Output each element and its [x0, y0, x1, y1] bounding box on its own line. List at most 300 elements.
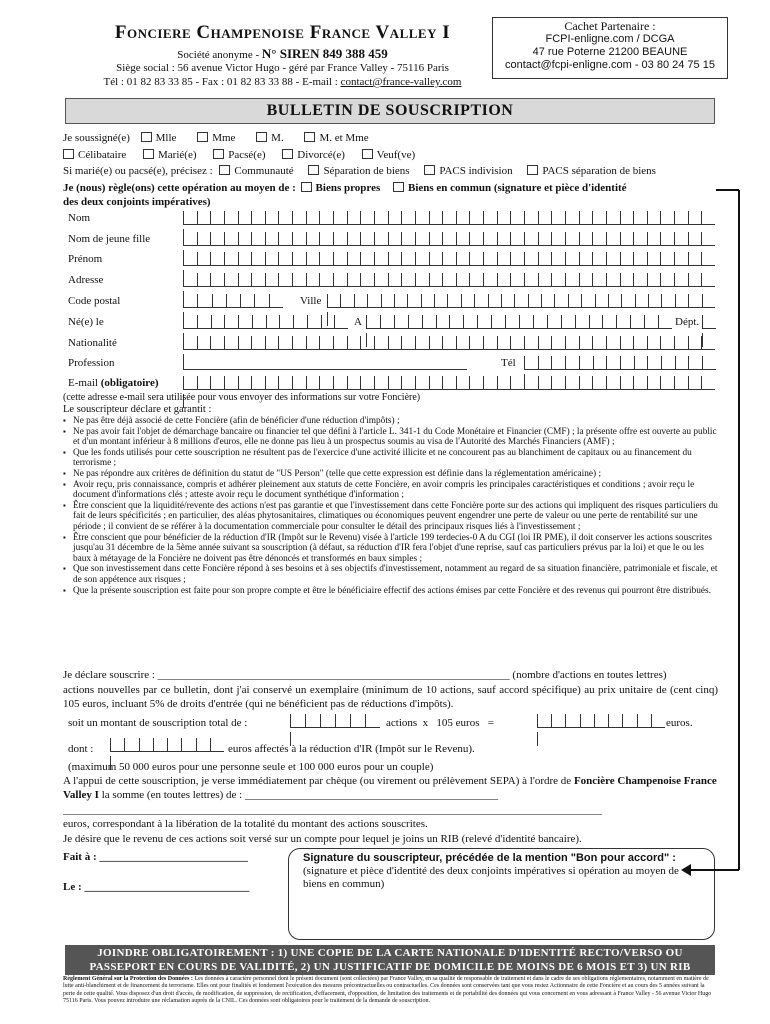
char-cell: [456, 232, 470, 246]
char-cell: [210, 336, 224, 350]
char-cell: [541, 294, 554, 308]
char-cell: [633, 336, 647, 350]
char-cell: [554, 294, 567, 308]
char-cell: [461, 294, 474, 308]
char-cell: [592, 336, 606, 350]
char-cell: [252, 315, 266, 329]
char-cell: [449, 315, 463, 329]
char-cell: [415, 376, 429, 390]
char-cell: [477, 315, 491, 329]
input-tel[interactable]: [524, 356, 716, 370]
input-nationalite[interactable]: [183, 336, 715, 350]
char-cell: [183, 252, 197, 266]
char-cell: [483, 211, 497, 225]
char-cell: [501, 294, 514, 308]
char-cell: [622, 714, 636, 728]
char-cell: [620, 376, 634, 390]
char-cell: [633, 376, 647, 390]
char-cell: [524, 273, 538, 287]
char-cell: [319, 232, 333, 246]
char-cell: [224, 376, 238, 390]
char-cell: [483, 232, 497, 246]
char-cell: [360, 232, 374, 246]
checkbox-pacse[interactable]: [213, 149, 224, 159]
char-cell: [429, 376, 443, 390]
char-cell: [211, 315, 225, 329]
char-cell: [278, 336, 292, 350]
char-cell: [334, 315, 348, 329]
char-cell: [537, 714, 551, 728]
char-cell: [333, 376, 347, 390]
char-cell: [551, 252, 565, 266]
payment-statement: A l'appui de cette souscription, je verse immédiatement par chèque (ou virement ou prélèvement SEPA) à l'ordre de Foncière Champenoise France Valley I la somme (en toutes lettres) de : ______________________________________________: [63, 775, 717, 801]
char-cell-end: [537, 732, 538, 746]
char-cell: [354, 294, 367, 308]
char-cell: [630, 315, 644, 329]
char-cell: [183, 232, 197, 246]
input-ville[interactable]: [327, 294, 715, 308]
char-cell: [565, 376, 579, 390]
char-cell: [401, 336, 415, 350]
char-cell: [606, 273, 620, 287]
char-cell: [510, 211, 524, 225]
char-cell: [456, 211, 470, 225]
char-cell: [210, 273, 224, 287]
char-cell: [350, 714, 365, 728]
checkbox-pacs-separation[interactable]: [527, 165, 538, 175]
char-cell: [265, 376, 279, 390]
char-cell: [701, 376, 715, 390]
checkbox-veuf[interactable]: [362, 149, 373, 159]
char-cell: [278, 376, 292, 390]
char-cell: [139, 738, 153, 752]
input-date-naissance[interactable]: [183, 315, 348, 329]
char-cell: [565, 211, 579, 225]
char-cell: [374, 232, 388, 246]
char-cell: [360, 252, 374, 266]
char-cell: [497, 232, 511, 246]
char-cell: [497, 273, 511, 287]
char-cell: [469, 376, 483, 390]
char-cell: [251, 376, 265, 390]
rgpd-notice: Règlement Général sur la Protection des Données : Les données à caractère personnel dont le présent document (sont collectées) par France Valley, en sa qualité de responsable de traitement et dans le cadre de ses obligations réglementaires, notamment en matière de lutte anti-blanchiment et de financement du terrorisme. Elles ont pour finalités et fondement l'exécution des mesures précontractuelles ou contractuelles. Ces données sont conservées tant que vous restez Actionnaire de cette Foncière et au cours des 5 années suivant la perte de cette qualité. Vous disposez d'un droit d'accès, de modification, de suppression, de rectification, d'effacement, d'opposition, de limitation des traitements et de portabilité des données qui vous concernent en vous adressant à France Valley - 56 avenue Victor Hugo 75116 Paris. Vous pouvez introduire une réclamation auprès de la CNIL. Ces données sont obligatoires pour le traitement de la demande de souscription.: [63, 976, 712, 1004]
char-cell: [306, 376, 320, 390]
char-cell: [660, 273, 674, 287]
checkbox-divorce[interactable]: [282, 149, 293, 159]
subscription-terms: actions nouvelles par ce bulletin, dont j'ai conservé un exemplaire (minimum de 10 actions, sauf accord spécifique) au prix unitaire de (cent cinq) 105 euros, incluant 5% de droits d'entrée (qui ne bénéficient pas de réductions d'impôts).: [63, 684, 718, 710]
char-cell: [429, 232, 443, 246]
char-cell: [456, 273, 470, 287]
input-montant-total[interactable]: [537, 714, 665, 728]
label-prenom: Prénom: [68, 253, 103, 265]
char-cell: [620, 273, 634, 287]
char-cell: [421, 294, 434, 308]
char-cell: [408, 315, 422, 329]
required-documents-banner: JOINDRE OBLIGATOIREMENT : 1) UNE COPIE DE LA CARTE NATIONALE D'IDENTITÉ RECTO/VERSO OU PASSEPORT EN COURS DE VALIDITÉ, 2) UN JUSTIFICATIF DE DOMICILE DE MOINS DE 6 MOIS ET 3) UN RIB: [65, 945, 715, 975]
date-field[interactable]: Le : ______________________________: [63, 881, 250, 893]
char-cell: [608, 294, 621, 308]
char-cell: [469, 336, 483, 350]
char-cell: [360, 273, 374, 287]
char-cell: [319, 211, 333, 225]
char-cell: [442, 252, 456, 266]
char-cell: [519, 315, 533, 329]
char-cell: [660, 376, 674, 390]
signature-box[interactable]: [288, 848, 715, 940]
amount-letters-line[interactable]: __________________________________________________________________________________________________: [63, 804, 602, 816]
char-cell: [606, 376, 620, 390]
char-cell: [647, 252, 661, 266]
char-cell: [240, 294, 254, 308]
char-cell: [197, 376, 211, 390]
regime-row: Si marié(e) ou pacsé(e), précisez : Communauté Séparation de biens PACS indivision PACS séparation de biens: [63, 165, 656, 177]
char-cell: [483, 336, 497, 350]
char-cell: [335, 714, 350, 728]
char-cell: [565, 714, 579, 728]
arrow-connector-top: [716, 189, 739, 191]
char-cell: [606, 356, 620, 370]
char-cell: [579, 376, 593, 390]
char-cell: [510, 273, 524, 287]
char-cell: [456, 252, 470, 266]
input-lieu-naissance[interactable]: [366, 315, 672, 329]
char-cell: [633, 232, 647, 246]
char-cell: [401, 211, 415, 225]
arrow-connector-vertical: [738, 190, 740, 870]
char-cell: [469, 252, 483, 266]
char-cell: [538, 376, 552, 390]
char-cell: [251, 252, 265, 266]
char-cell: [238, 315, 252, 329]
char-cell: [278, 211, 292, 225]
char-cell: [674, 211, 688, 225]
input-montant-ir[interactable]: [110, 738, 224, 752]
char-cell: [551, 273, 565, 287]
char-cell: [589, 315, 603, 329]
partner-stamp: Cachet Partenaire : FCPI-enligne.com / DCGA 47 rue Poterne 21200 BEAUNE contact@fcpi-enligne.com - 03 80 24 75 15: [492, 17, 728, 79]
char-cell: [224, 252, 238, 266]
char-cell: [442, 273, 456, 287]
declares-heading: Le souscripteur déclare et garantit :: [63, 404, 212, 415]
char-cell: [497, 252, 511, 266]
char-cell: [306, 336, 320, 350]
char-cell: [602, 315, 616, 329]
input-nom-jeune-fille[interactable]: [183, 232, 715, 246]
char-cell: [347, 376, 361, 390]
char-cell: [333, 232, 347, 246]
char-cell: [251, 336, 265, 350]
form-title-banner: BULLETIN DE SOUSCRIPTION: [65, 98, 715, 124]
char-cell: [266, 315, 280, 329]
char-cell: [647, 376, 661, 390]
char-cell: [224, 232, 238, 246]
char-cell: [197, 252, 211, 266]
char-cell: [701, 336, 715, 350]
char-cell: [251, 273, 265, 287]
char-cell: [579, 211, 593, 225]
char-cell: [510, 336, 524, 350]
guarantee-item: ▪ Être conscient que pour bénéficier de la réduction d'IR (Impôt sur le Revenu) visée à l'article 199 terdecies-0 A du CGI (loi IR PME), il doit conserver les actions souscrites jusqu'au 31 décembre de la 5ème année suivant sa souscription (à défaut, sa réduction d'IR fera l'objet d'une reprise, sauf cas particuliers prévus par la loi) et que le ou les baux à métayage de la Foncière ne doivent pas être dénoncés et transformés en baux simples ;: [63, 533, 718, 565]
company-contact: Tél : 01 82 83 33 85 - Fax : 01 82 83 33 88 - E-mail : contact@france-valley.com: [103, 76, 462, 88]
char-cell: [620, 336, 634, 350]
char-cell: [436, 315, 450, 329]
char-cell: [620, 356, 634, 370]
char-cell: [608, 714, 622, 728]
char-cell: [210, 211, 224, 225]
char-cell: [183, 336, 197, 350]
char-cell: [524, 232, 538, 246]
char-cell: [238, 336, 252, 350]
char-cell: [238, 232, 252, 246]
char-cell: [374, 273, 388, 287]
char-cell: [442, 376, 456, 390]
char-cell: [380, 315, 394, 329]
char-cell: [658, 315, 672, 329]
char-cell: [388, 336, 402, 350]
email-note: (cette adresse e-mail sera utilisée pour vous envoyer des informations sur votre Foncière): [63, 392, 421, 403]
guarantee-item: ▪ Ne pas être déjà associé de cette Foncière (afin de bénéficier d'une réduction d'impôts) ;: [63, 416, 718, 427]
input-nb-actions[interactable]: [290, 714, 380, 728]
input-nom[interactable]: [183, 211, 715, 225]
char-cell: [292, 336, 306, 350]
char-cell: [538, 252, 552, 266]
char-cell: [647, 356, 661, 370]
char-cell: [551, 714, 565, 728]
char-cell: [551, 232, 565, 246]
guarantee-item: ▪ Être conscient que la liquidité/revente des actions n'est pas garantie et que l'investissement dans cette Foncière porte sur des actions qui impliquent des risques particuliers du fait de leurs spécificités ; en particulier, des aléas phytosanitaires, climatiques ou économiques peuvent engendrer une perte de valeur ou une perte de rentabilité sur une période ; il convient de se référer à la documentation commerciale pour consulter le détail des principaux risques liés à l'investissement ;: [63, 501, 718, 533]
char-cell: [644, 315, 658, 329]
company-title: Fonciere Champenoise France Valley I: [114, 22, 451, 43]
char-cell: [394, 315, 408, 329]
input-email[interactable]: [183, 376, 715, 390]
char-cell: [551, 356, 565, 370]
char-cell: [524, 376, 538, 390]
char-cell: [340, 294, 353, 308]
char-cell: [197, 232, 211, 246]
company-legal-line: Société anonyme - N° SIREN 849 388 459: [177, 46, 388, 61]
input-dept[interactable]: [702, 315, 716, 329]
char-cell: [319, 376, 333, 390]
guarantee-item: ▪ Ne pas avoir fait l'objet de démarchage bancaire ou financier tel que défini à l'article L. 341-1 du Code Monétaire et Financier (CMF) ; la présente offre est ouverte au public et d'un montant inférieur à 8 millions d'euros, elle ne donne pas lieu à un prospectus soumis au visa de l'Autorité des Marchés Financiers (AMF) ;: [63, 427, 718, 448]
char-cell: [497, 376, 511, 390]
char-cell: [538, 273, 552, 287]
char-cell: [524, 356, 538, 370]
char-cell: [688, 376, 702, 390]
char-cell: [197, 336, 211, 350]
char-cell: [688, 252, 702, 266]
char-cell: [538, 232, 552, 246]
rib-statement: Je désire que le revenu de ces actions soit versé sur un compte pour lequel je joins un RIB (relevé d'identité bancaire).: [63, 833, 582, 845]
char-cell: [183, 376, 197, 390]
input-profession[interactable]: [183, 356, 467, 370]
char-cell: [434, 294, 447, 308]
label-code-postal: Code postal: [68, 295, 121, 307]
char-cell: [565, 252, 579, 266]
char-cell: [688, 294, 701, 308]
char-cell: [647, 336, 661, 350]
checkbox-pacs-indivision[interactable]: [424, 165, 435, 175]
char-cell: [306, 232, 320, 246]
char-cell: [238, 376, 252, 390]
checkbox-biens-commun[interactable]: [393, 182, 404, 192]
company-address: Siège social : 56 avenue Victor Hugo - géré par France Valley - 75116 Paris: [116, 62, 449, 74]
char-cell: [702, 315, 716, 329]
char-cell: [442, 336, 456, 350]
char-cell: [580, 714, 594, 728]
char-cell: [333, 336, 347, 350]
char-cell: [360, 376, 374, 390]
char-cell: [533, 315, 547, 329]
char-cell: [415, 273, 429, 287]
char-cell: [565, 273, 579, 287]
char-cell: [702, 294, 715, 308]
char-cell: [701, 273, 715, 287]
char-cell: [469, 232, 483, 246]
input-prenom[interactable]: [183, 252, 715, 266]
char-cell: [660, 232, 674, 246]
char-cell: [320, 714, 335, 728]
liberation-statement: euros, correspondant à la libération de la totalité du montant des actions souscrites.: [63, 818, 428, 830]
char-cell: [265, 273, 279, 287]
arrow-connector-bottom: [690, 869, 739, 871]
char-cell: [616, 315, 630, 329]
char-cell: [238, 273, 252, 287]
checkbox-m[interactable]: [256, 132, 267, 142]
char-cell: [278, 273, 292, 287]
char-cell: [688, 273, 702, 287]
char-cell: [290, 714, 305, 728]
char-cell: [620, 211, 634, 225]
char-cell: [327, 294, 340, 308]
guarantee-item: ▪ Ne pas répondre aux critères de définition du statut de "US Person" (telle que cette expression est définie dans la réglementation américaine) ;: [63, 469, 718, 480]
char-cell: [278, 232, 292, 246]
char-cell: [292, 252, 306, 266]
checkbox-marie[interactable]: [143, 149, 154, 159]
char-cell: [333, 273, 347, 287]
char-cell: [183, 315, 197, 329]
char-cell: [635, 294, 648, 308]
char-cell: [592, 211, 606, 225]
char-cell: [265, 211, 279, 225]
char-cell: [491, 315, 505, 329]
char-cell: [278, 252, 292, 266]
label-nom: Nom: [68, 212, 90, 224]
char-cell: [488, 294, 501, 308]
char-cell: [505, 315, 519, 329]
char-cell: [269, 294, 283, 308]
input-adresse[interactable]: [183, 273, 715, 287]
char-cell: [483, 376, 497, 390]
char-cell: [333, 211, 347, 225]
char-cell: [265, 252, 279, 266]
char-cell: [606, 211, 620, 225]
label-nationalite: Nationalité: [68, 337, 117, 349]
company-email-link[interactable]: contact@france-valley.com: [340, 76, 462, 88]
label-euros: euros.: [666, 717, 693, 729]
checkbox-mme[interactable]: [197, 132, 208, 142]
char-cell: [651, 714, 665, 728]
payment-means-row: Je (nous) règle(ons) cette opération au moyen de : Biens propres Biens en commun (signature et pièce d'identité: [63, 182, 627, 194]
char-cell: [568, 294, 581, 308]
char-cell: [388, 376, 402, 390]
checkbox-separation-biens[interactable]: [308, 165, 319, 175]
char-cell: [701, 232, 715, 246]
arrow-head-icon: [681, 864, 691, 876]
marital-status-row: Célibataire Marié(e) Pacsé(e) Divorcé(e) Veuf(ve): [55, 148, 415, 162]
char-cell: [592, 273, 606, 287]
char-cell: [429, 252, 443, 266]
char-cell: [388, 211, 402, 225]
char-cell: [442, 232, 456, 246]
char-cell: [565, 336, 579, 350]
char-cell: [374, 252, 388, 266]
checkbox-m-et-mme[interactable]: [304, 132, 315, 142]
char-cell: [442, 211, 456, 225]
char-cell: [634, 356, 648, 370]
char-cell: [660, 211, 674, 225]
char-cell: [306, 273, 320, 287]
char-cell: [422, 315, 436, 329]
civility-row: Je soussigné(e) Mlle Mme M. M. et Mme: [63, 132, 369, 144]
char-cell: [197, 315, 211, 329]
label-dept: Dépt.: [675, 316, 700, 328]
char-cell: [210, 232, 224, 246]
char-cell: [647, 211, 661, 225]
char-cell: [415, 336, 429, 350]
checkbox-mlle[interactable]: [141, 132, 152, 142]
char-cell: [647, 273, 661, 287]
guarantee-item: ▪ Avoir reçu, pris connaissance, compris et adhérer pleinement aux statuts de cette Foncière, en avoir compris les principales caractéristiques et conditions ; avoir reçu le document d'informations clés ; atteste avoir reçu le document synthétique d'information ;: [63, 480, 718, 501]
char-cell: [524, 211, 538, 225]
char-cell: [674, 336, 688, 350]
char-cell: [319, 273, 333, 287]
char-cell: [183, 273, 197, 287]
max-amount-note: (maximum 50 000 euros pour une personne seule et 100 000 euros pour un couple): [68, 761, 434, 773]
char-cell: [575, 315, 589, 329]
checkbox-communaute[interactable]: [219, 165, 230, 175]
char-cell: [306, 252, 320, 266]
char-cell: [429, 211, 443, 225]
char-cell: [429, 273, 443, 287]
char-cell: [254, 294, 268, 308]
char-cell: [388, 273, 402, 287]
checkbox-biens-propres[interactable]: [301, 182, 312, 192]
char-cell: [674, 232, 688, 246]
char-cell: [606, 252, 620, 266]
char-cell: [497, 336, 511, 350]
char-cell: [226, 294, 240, 308]
char-cell: [469, 211, 483, 225]
input-code-postal[interactable]: [183, 294, 283, 308]
label-adresse: Adresse: [68, 274, 104, 286]
char-cell: [688, 211, 702, 225]
char-cell: [674, 376, 688, 390]
char-cell: [593, 356, 607, 370]
char-cell: [510, 252, 524, 266]
char-cell: [333, 252, 347, 266]
char-cell: [265, 232, 279, 246]
char-cell: [579, 232, 593, 246]
char-cell: [524, 336, 538, 350]
char-cell: [581, 294, 594, 308]
char-cell: [388, 232, 402, 246]
fait-a-field[interactable]: Fait à : ___________________________: [63, 851, 248, 863]
char-cell: [456, 376, 470, 390]
checkbox-celibataire[interactable]: [63, 149, 74, 159]
char-cell: [321, 315, 335, 329]
char-cell: [551, 336, 565, 350]
label-dont: dont :: [68, 743, 94, 755]
